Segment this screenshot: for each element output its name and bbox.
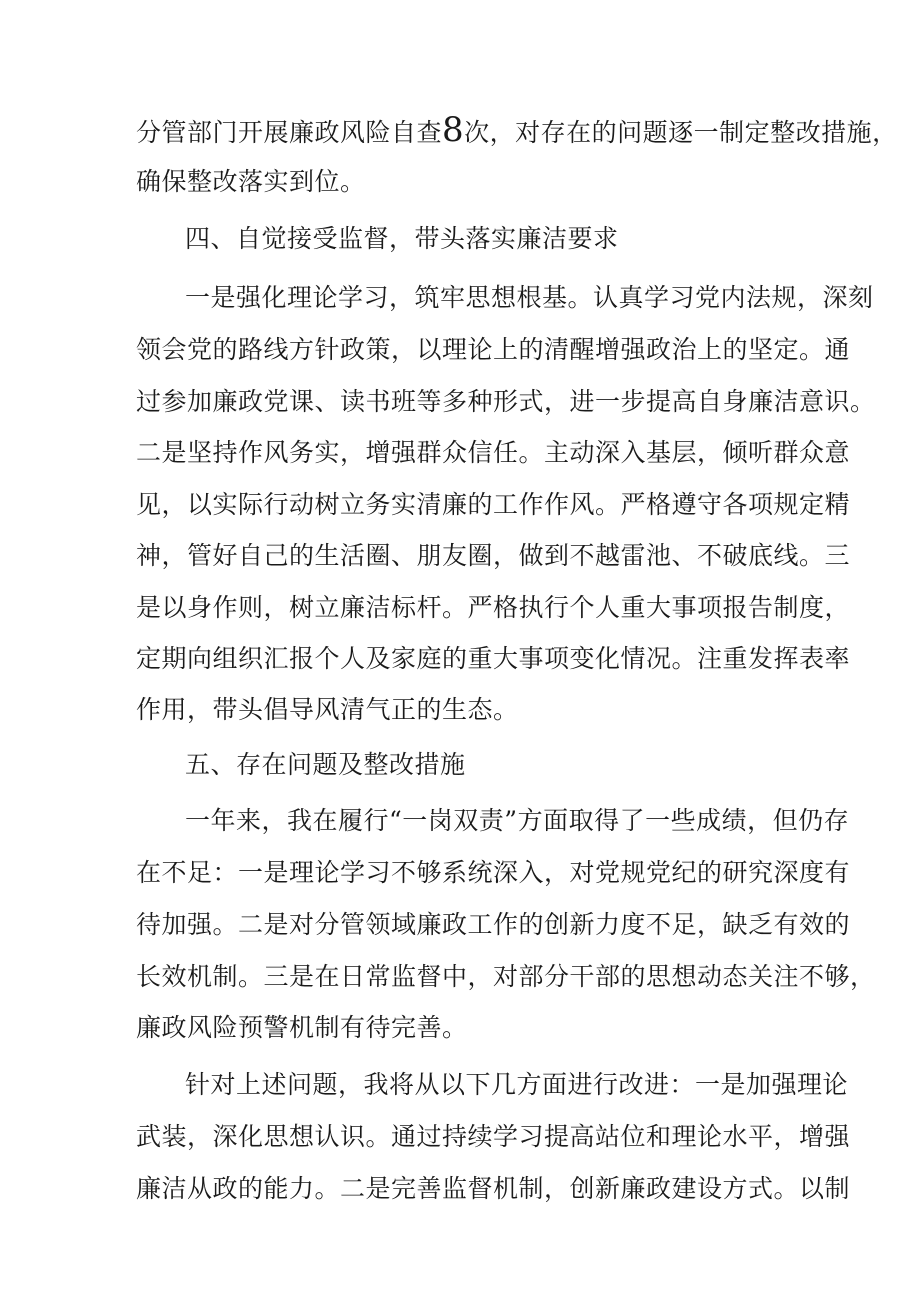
paragraph-line: 定期向组织汇报个人及家庭的重大事项变化情况。注重发挥表率 [136,644,851,673]
paragraph-line: 一是强化理论学习，筑牢思想根基。认真学习党内法规，深刻 [185,283,874,312]
paragraph-line: 过参加廉政党课、读书班等多种形式，进一步提高自身廉洁意识。 [136,387,876,416]
paragraph-line: 待加强。二是对分管领域廉政工作的创新力度不足，缺乏有效的 [136,910,851,939]
paragraph-line: 分管部门开展廉政风险自查8次，对存在的问题逐一制定整改措施， [136,110,898,150]
paragraph-line: 是以身作则，树立廉洁标杆。严格执行个人重大事项报告制度， [136,593,851,622]
paragraph-line: 武装，深化思想认识。通过持续学习提高站位和理论水平，增强 [136,1122,851,1151]
paragraph-line: 长效机制。三是在日常监督中，对部分干部的思想动态关注不够， [136,962,876,991]
paragraph-line: 二是坚持作风务实，增强群众信任。主动深入基层，倾听群众意 [136,438,851,467]
paragraph-line: 廉政风险预警机制有待完善。 [136,1013,468,1042]
paragraph-line: 神，管好自己的生活圈、朋友圈，做到不越雷池、不破底线。三 [136,541,851,570]
paragraph-line: 见，以实际行动树立务实清廉的工作作风。严格遵守各项规定精 [136,490,851,519]
paragraph-line: 针对上述问题，我将从以下几方面进行改进：一是加强理论 [185,1070,849,1099]
paragraph-line: 在不足：一是理论学习不够系统深入，对党规党纪的研究深度有 [136,858,851,887]
section-heading-5: 五、存在问题及整改措施 [185,750,466,779]
paragraph-line: 作用，带头倡导风清气正的生态。 [136,695,519,724]
paragraph-line: 廉洁从政的能力。二是完善监督机制，创新廉政建设方式。以制 [136,1174,851,1203]
paragraph-line: 领会党的路线方针政策，以理论上的清醒增强政治上的坚定。通 [136,335,851,364]
number-8: 8 [442,110,465,150]
section-heading-4: 四、自觉接受监督，带头落实廉洁要求 [185,224,619,253]
paragraph-line: 一年来，我在履行“一岗双责”方面取得了一些成绩，但仍存 [185,806,850,835]
paragraph-line: 确保整改落实到位。 [136,167,366,196]
